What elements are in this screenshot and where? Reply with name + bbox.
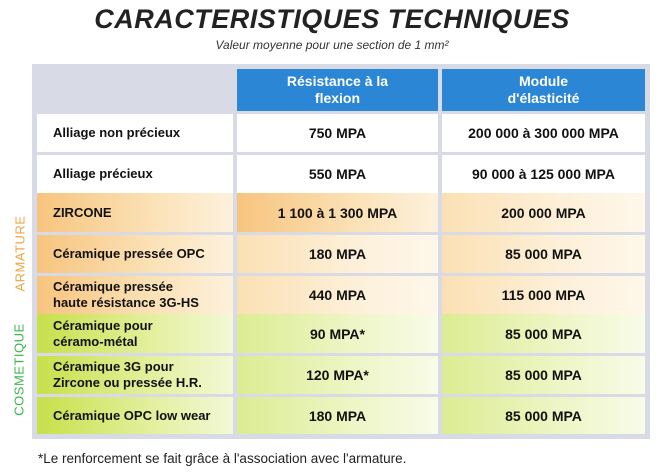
row-flexion: 550 MPA xyxy=(237,155,438,193)
row-module: 85 000 MPA xyxy=(442,314,645,353)
row-flexion: 180 MPA xyxy=(237,397,438,434)
header-flexion: Résistance à la flexion xyxy=(237,69,438,111)
row-module: 200 000 à 300 000 MPA xyxy=(442,114,645,152)
footnote: *Le renforcement se fait grâce à l'association avec l'armature. xyxy=(38,451,407,466)
side-label-cosmetique: COSMETIQUE xyxy=(11,323,27,416)
row-flexion: 750 MPA xyxy=(237,114,438,152)
row-label: Alliage précieux xyxy=(37,155,233,193)
row-module: 85 000 MPA xyxy=(442,356,645,394)
row-label: Céramique pressée haute résistance 3G-HS xyxy=(37,276,233,314)
row-module: 115 000 MPA xyxy=(442,276,645,314)
row-label: Alliage non précieux xyxy=(37,114,233,152)
row-label: Céramique pressée OPC xyxy=(37,235,233,273)
page-title: CARACTERISTIQUES TECHNIQUES xyxy=(94,4,570,34)
row-flexion: 90 MPA* xyxy=(237,314,438,353)
row-flexion: 180 MPA xyxy=(237,235,438,273)
row-label: Céramique OPC low wear xyxy=(37,397,233,434)
row-module: 85 000 MPA xyxy=(442,397,645,434)
row-label: ZIRCONE xyxy=(37,193,233,232)
specs-table xyxy=(32,64,650,439)
header-module: Module d'élasticité xyxy=(442,69,645,111)
row-module: 200 000 MPA xyxy=(442,193,645,232)
side-label-armature: ARMATURE xyxy=(12,215,28,292)
page-subtitle: Valeur moyenne pour une section de 1 mm² xyxy=(215,38,449,52)
row-label: Céramique pour céramo-métal xyxy=(37,314,233,353)
row-flexion: 440 MPA xyxy=(237,276,438,314)
row-module: 85 000 MPA xyxy=(442,235,645,273)
row-module: 90 000 à 125 000 MPA xyxy=(442,155,645,193)
row-flexion: 120 MPA* xyxy=(237,356,438,394)
row-flexion: 1 100 à 1 300 MPA xyxy=(237,193,438,232)
row-label: Céramique 3G pour Zircone ou pressée H.R. xyxy=(37,356,233,394)
